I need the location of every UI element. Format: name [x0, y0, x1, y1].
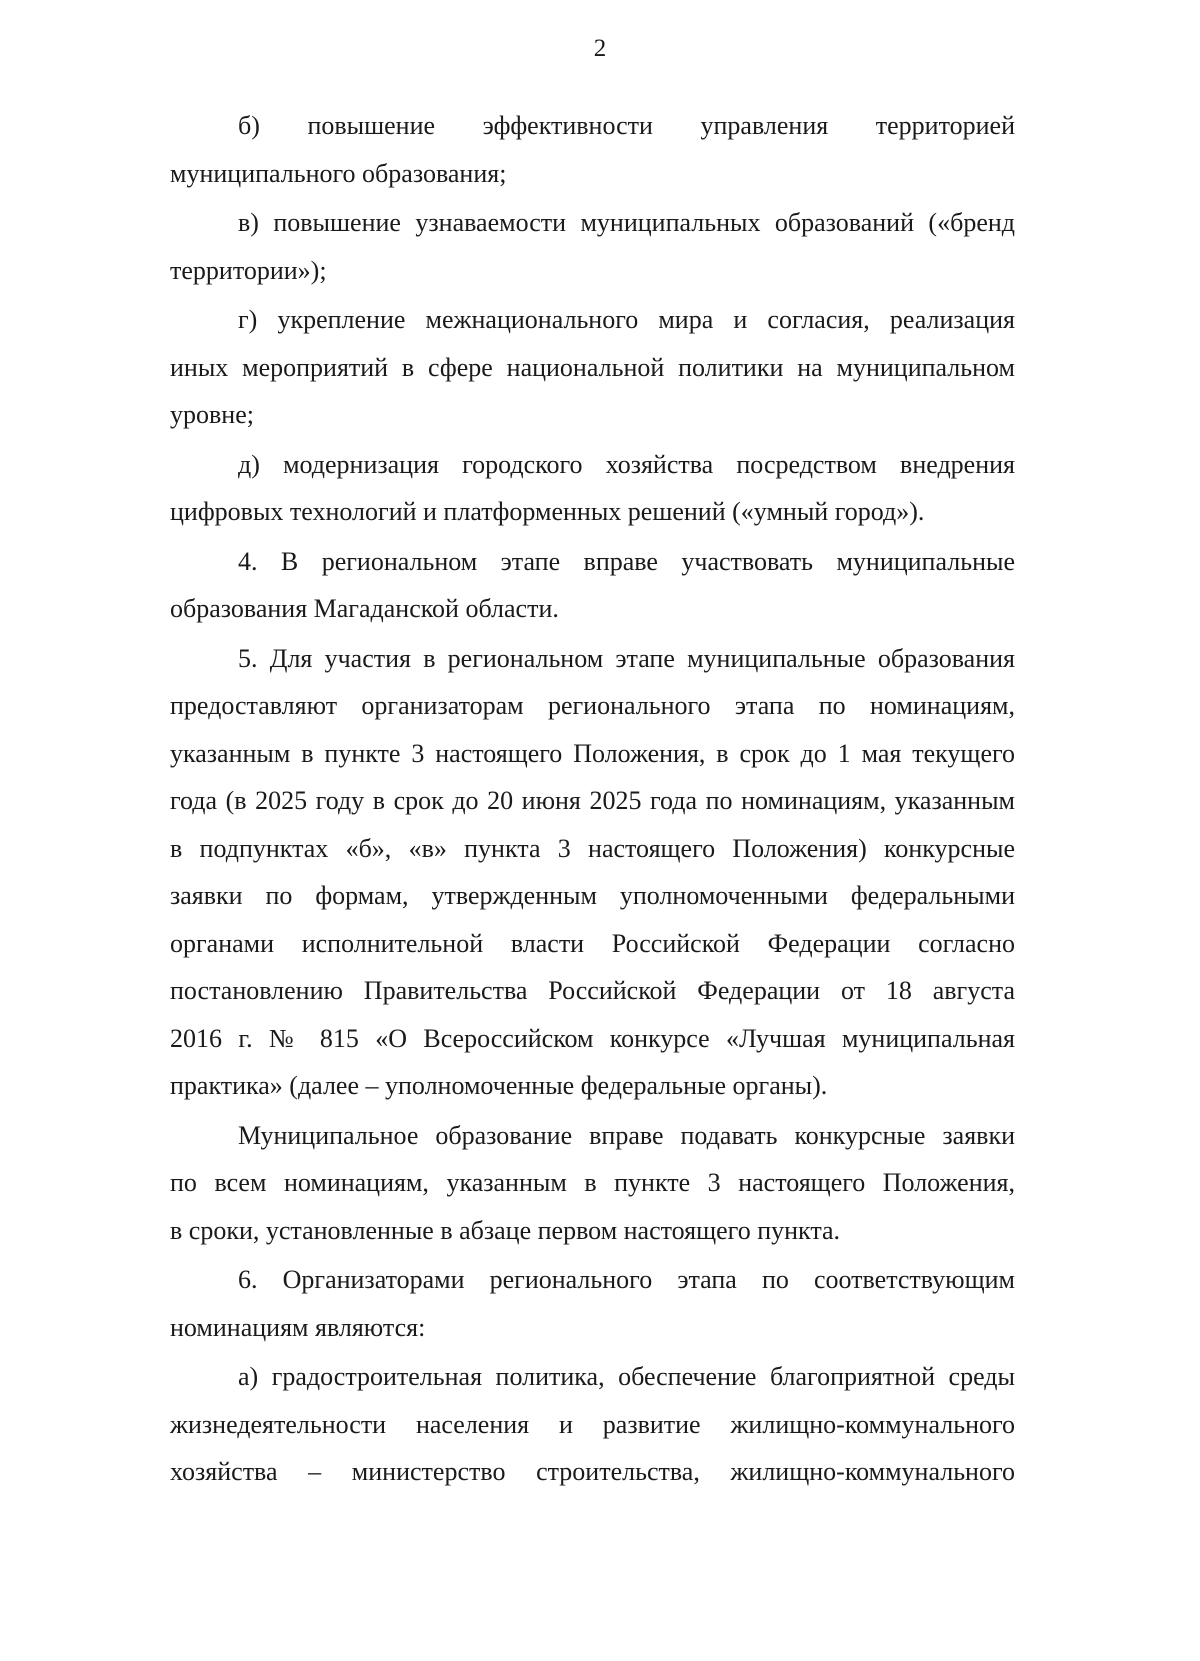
text-line: цифровых технологий и платформенных решений («умный город»).: [170, 497, 925, 526]
paragraph-clause-5: [170, 635, 1015, 1110]
text-line: органами исполнительной власти Российской Федерации согласно: [170, 928, 1015, 958]
text-line: Муниципальное образование вправе подавать конкурсные заявки: [238, 1120, 1015, 1150]
page-number: 2: [593, 35, 607, 62]
paragraph-clause-5-part-2: [170, 1112, 1015, 1255]
paragraph-clause-4: [170, 538, 1015, 633]
text-line: практика» (далее – уполномоченные федеральные органы).: [170, 1071, 828, 1100]
text-line: в подпунктах «б», «в» пункта 3 настоящего Положения) конкурсные: [170, 833, 1015, 863]
text-line: по всем номинациям, указанным в пункте 3 настоящего Положения,: [170, 1168, 1015, 1197]
text-line: указанным в пункте 3 настоящего Положения, в срок до 1 мая текущего: [170, 738, 1015, 768]
text-line: 2016 г. № 815 «О Всероссийском конкурсе «Лучшая муниципальная: [170, 1023, 1015, 1053]
text-line: г) укрепление межнационального мира и согласия, реализация: [238, 305, 1015, 334]
text-line: постановлению Правительства Российской Федерации от 18 августа: [170, 976, 1015, 1005]
text-line: б) повышение эффективности управления территорией: [238, 111, 1015, 140]
text-line: 5. Для участия в региональном этапе муниципальные образования: [238, 643, 1015, 673]
paragraph-item-g: [170, 296, 1015, 439]
text-line: 6. Организаторами регионального этапа по соответствующим: [238, 1265, 1015, 1294]
text-line: в) повышение узнаваемости муниципальных образований («бренд: [238, 208, 1015, 237]
text-line: д) модернизация городского хозяйства посредством внедрения: [238, 449, 1015, 479]
paragraph-item-d: [170, 441, 1015, 536]
paragraph-item-b: [170, 102, 1015, 197]
paragraph-item-a: [170, 1353, 1015, 1496]
paragraph-clause-6: [170, 1256, 1015, 1351]
text-line: года (в 2025 году в срок до 20 июня 2025 года по номинациям, указанным: [170, 786, 1015, 815]
text-line: жизнедеятельности населения и развитие жилищно-коммунального: [170, 1409, 1015, 1439]
text-line: в сроки, установленные в абзаце первом настоящего пункта.: [170, 1215, 841, 1245]
text-line: предоставляют организаторам регионального этапа по номинациям,: [170, 691, 1015, 720]
text-line: уровне;: [170, 400, 254, 429]
document-body: [170, 102, 1015, 1498]
text-line: образования Магаданской области.: [170, 594, 559, 623]
text-line: а) градостроительная политика, обеспечение благоприятной среды: [238, 1362, 1015, 1391]
text-line: территории»);: [170, 255, 327, 285]
text-line: иных мероприятий в сфере национальной политики на муниципальном: [170, 352, 1015, 382]
text-line: хозяйства – министерство строительства, жилищно-коммунального: [170, 1457, 1015, 1486]
paragraph-item-v: [170, 199, 1015, 294]
text-line: 4. В региональном этапе вправе участвовать муниципальные: [238, 546, 1015, 576]
text-line: номинациям являются:: [170, 1312, 426, 1342]
text-line: заявки по формам, утвержденным уполномоченными федеральными: [170, 881, 1015, 910]
text-line: муниципального образования;: [170, 158, 507, 188]
